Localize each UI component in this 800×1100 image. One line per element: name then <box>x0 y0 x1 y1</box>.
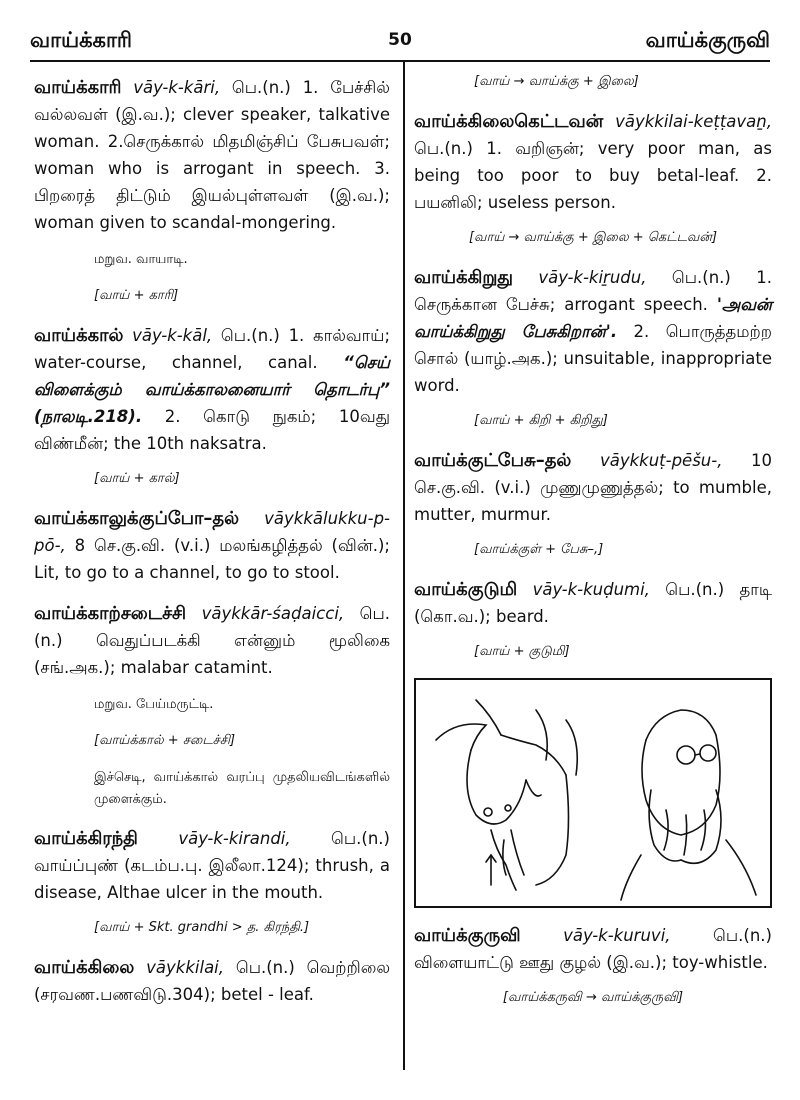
entry-etymology: [வாய் + கால்] <box>94 471 180 486</box>
column-divider <box>403 62 405 1070</box>
entry-headword: வாய்க்கிலைகெட்டவன் <box>414 111 604 132</box>
entry-definition: 1. வறிஞன்; very poor man, as being too poor to buy betal-leaf. 2. பயனிலி; useless person. <box>414 139 773 212</box>
header-last-word: வாய்க்குருவி <box>645 28 770 52</box>
entry-pos: பெ.(n.) <box>665 580 725 599</box>
entry-definition: 1. செருக்கான பேச்சு; arrogant speech. <box>414 268 773 314</box>
entry-transliteration: vāy-k-kāl, <box>132 326 213 345</box>
entry-vaykkilai <box>34 954 390 1008</box>
entry-pos: பெ.(n.) <box>231 78 291 97</box>
entry-transliteration: vāykkilai, <box>146 958 225 977</box>
entry-definition: விளையாட்டு ஊது குழல் (இ.வ.); toy-whistle. <box>414 953 768 972</box>
entry-vaykkalukkuppo <box>34 505 390 586</box>
page-number: 50 <box>388 30 412 50</box>
entry-definition: வாய்ப்புண் (கடம்ப.பு. இலீலா.124); thrush, a disease, Althae ulcer in the mouth. <box>34 856 390 902</box>
entry-headword: வாய்க்கிரந்தி <box>34 828 138 849</box>
entry-headword: வாய்க்கிலை <box>34 957 135 978</box>
entry-vaykkudumi <box>414 576 772 630</box>
entry-headword: வாய்க்காலுக்குப்போ–தல் <box>34 508 240 529</box>
entry-etymology: [வாய் + Skt. grandhi > த. கிரந்தி.] <box>94 920 310 935</box>
goat-and-bearded-man-drawing <box>414 678 772 908</box>
entry-vaykkarsadaicci <box>34 600 390 681</box>
entry-transliteration: vāy-k-kuḍumi, <box>532 580 650 599</box>
entry-etymology: [வாய் + குடுமி] <box>474 644 570 659</box>
entry-vaykkuruvi <box>414 922 772 976</box>
entry-transliteration: vāykkālukku-p-pō-, <box>34 509 390 555</box>
entry-transliteration: vāy-k-kuruvi, <box>563 926 671 945</box>
entry-etymology: [வாய்க்கருவி → வாய்க்குருவி] <box>502 990 684 1005</box>
entry-pos: பெ.(n.) <box>671 268 731 287</box>
entry-pos: பெ.(n.) <box>713 926 772 945</box>
right-column <box>414 74 772 1024</box>
entry-definition: 2. கொடு நுகம்; 10வது விண்மீன்; the 10th naksatra. <box>34 407 391 453</box>
entry-headword: வாய்க்குடுமி <box>414 579 518 600</box>
header-first-word: வாய்க்காரி <box>30 28 133 52</box>
header-rule <box>30 60 770 62</box>
illustration-svg <box>416 680 770 906</box>
entry-pos: பெ.(n.) <box>414 139 473 158</box>
entry-headword: வாய்க்காற்சடைச்சி <box>34 603 187 624</box>
entry-transliteration: vāy-k-kiṟudu, <box>538 268 647 287</box>
entry-transliteration: vāy-k-kāri, <box>133 78 221 97</box>
entry-vaykkirudu <box>414 264 772 399</box>
page-header <box>30 28 770 68</box>
entry-vaykkirandi <box>34 825 390 906</box>
entry-headword: வாய்க்குட்பேசு–தல் <box>414 450 572 471</box>
entry-definition: 10 செ.கு.வி. (v.i.) முணுமுணுத்தல்; to mumble, mutter, murmur. <box>414 451 772 524</box>
entry-vaykkari <box>34 74 390 236</box>
entry-etymology: [வாய் → வாய்க்கு + இலை + கெட்டவன்] <box>468 230 718 245</box>
entry-synonym: மறுவ. பேய்மருட்டி. <box>94 697 214 712</box>
entry-definition: பெ.(n.) வெதுப்படக்கி என்னும் மூலிகை (சங்.அக.); malabar catamint. <box>34 604 390 677</box>
entry-vaykkilaikettavan <box>414 108 772 216</box>
entry-pos: பெ.(n.) <box>235 958 295 977</box>
entry-vaykkal <box>34 322 390 457</box>
entry-definition: 1. பேச்சில் வல்லவள் (இ.வ.); clever speaker, talkative woman. 2.செருக்கால் மிதமிஞ்சிப் பேசுபவள்; woman who is arrogant in speech. 3. பிறரைத் திட்டும் இயல்புள்ளவள் (இ.வ.); woman given to scandal-mongering. <box>34 78 390 232</box>
entry-etymology: [வாய்க்கால் + சடைச்சி] <box>94 733 236 748</box>
left-column <box>34 74 390 1022</box>
entry-synonym: மறுவ. வாயாடி. <box>94 252 188 267</box>
entry-quotation: 'அவன் வாய்க்கிறுது பேசுகிறான்'. <box>414 295 773 341</box>
entry-pos: பெ.(n.) <box>331 829 390 848</box>
entry-vaykkutpesu <box>414 447 772 528</box>
entry-definition: தாடி (கொ.வ.); beard. <box>414 580 772 626</box>
entry-etymology: [வாய் → வாய்க்கு + இலை] <box>474 74 639 89</box>
entry-transliteration: vāy-k-kirandi, <box>178 829 291 848</box>
entry-etymology: [வாய்க்குள் + பேசு–,] <box>474 542 604 557</box>
entry-definition: வெற்றிலை (சரவண.பணவிடு.304); betel - leaf. <box>34 958 391 1004</box>
entry-headword: வாய்க்காரி <box>34 77 122 98</box>
entry-etymology: [வாய் + காரி] <box>94 288 179 303</box>
entry-quotation: “செய் விளைக்கும் வாய்க்காலனையார் தொடர்பு” (நாலடி.218). <box>34 353 390 426</box>
entry-transliteration: vāykkuṭ-pēšu-, <box>599 451 723 470</box>
entry-transliteration: vāykkār-śaḍaicci, <box>201 604 345 623</box>
entry-definition: 2. பொருத்தமற்ற சொல் (யாழ்.அக.); unsuitable, inappropriate word. <box>414 322 772 395</box>
entry-pos: பெ.(n.) <box>220 326 280 345</box>
entry-headword: வாய்க்குருவி <box>414 925 521 946</box>
entry-comment: இச்செடி, வாய்க்கால் வரப்பு முதலியவிடங்களில் முளைக்கும். <box>94 770 390 807</box>
entry-transliteration: vāykkilai-keṭṭavaṉ, <box>615 112 772 131</box>
entry-etymology: [வாய் + கிறி + கிறிது] <box>474 413 608 428</box>
entry-headword: வாய்க்கிறுது <box>414 267 513 288</box>
entry-headword: வாய்க்கால் <box>34 325 124 346</box>
entry-definition: 1. கால்வாய்; water-course, channel, canal. <box>34 326 391 372</box>
entry-definition: 8 செ.கு.வி. (v.i.) மலங்கழித்தல் (வின்.); Lit, to go to a channel, to go to stool. <box>34 536 390 582</box>
